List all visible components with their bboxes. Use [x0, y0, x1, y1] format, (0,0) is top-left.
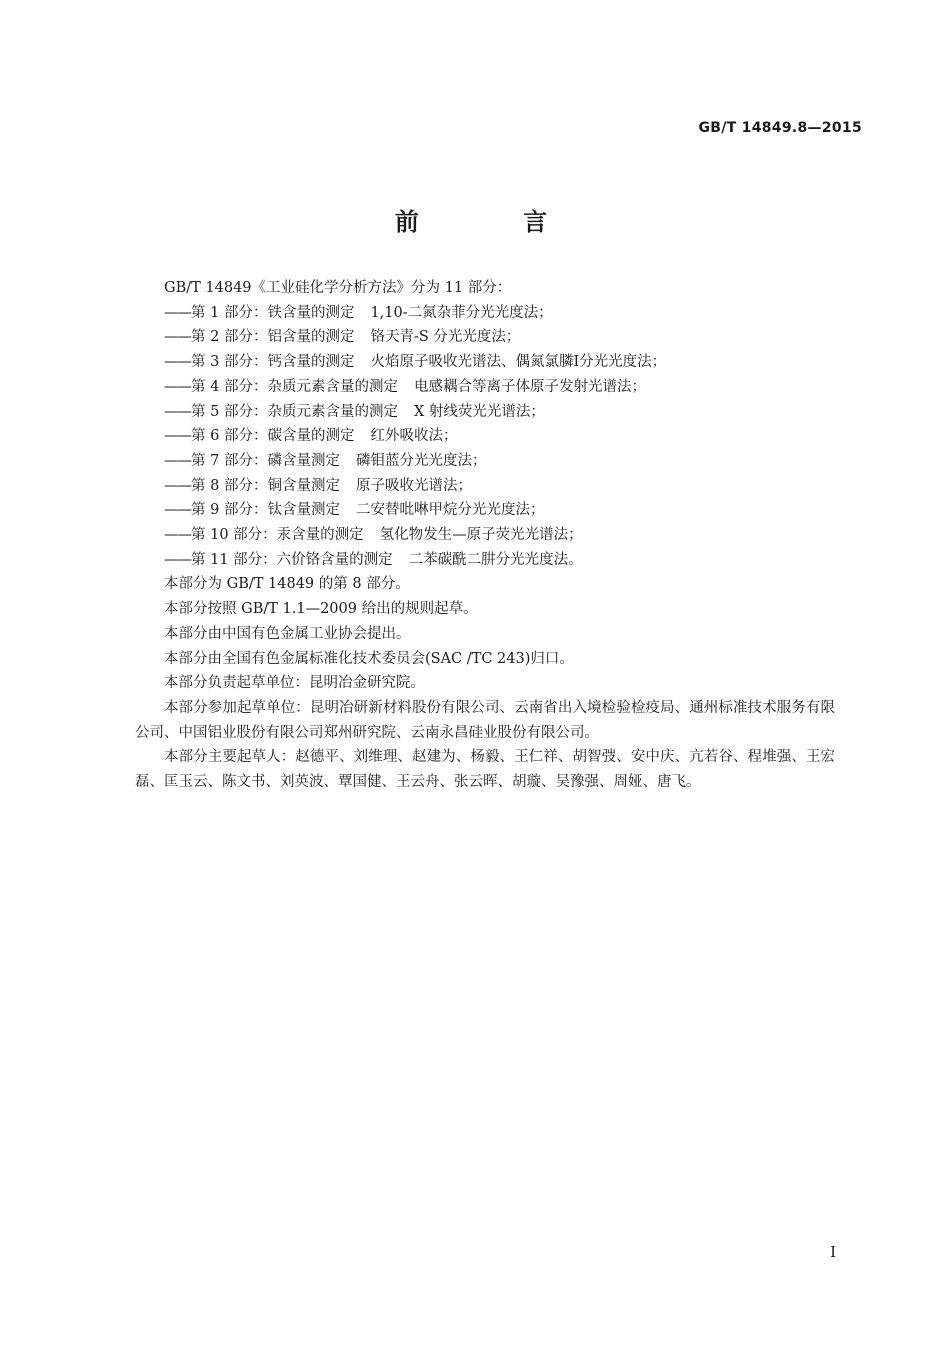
participating-units-statement: 本部分参加起草单位：昆明冶研新材料股份有限公司、云南省出入境检验检疫局、通州标准技术服务有限公司、中国铝业股份有限公司郑州研究院、云南永昌硅业股份有限公司。: [135, 699, 835, 741]
list-item: ——第 6 部分：碳含量的测定 红外吸收法；: [164, 428, 458, 445]
list-item: ——第 9 部分：钛含量测定 二安替吡啉甲烷分光光度法；: [164, 502, 545, 519]
foreword-body: [135, 276, 835, 795]
page-number: Ⅰ: [830, 1243, 836, 1261]
list-item: ——第 4 部分：杂质元素含量的测定 电感耦合等离子体原子发射光谱法；: [164, 378, 646, 395]
list-item: ——第 2 部分：铝含量的测定 铬天青-S 分光光度法；: [164, 329, 521, 346]
list-item: ——第 11 部分：六价铬含量的测定 二苯碳酰二肼分光光度法。: [164, 551, 583, 568]
list-item: ——第 1 部分：铁含量的测定 1,10-二氮杂菲分光光度法；: [164, 304, 553, 321]
list-item: ——第 10 部分：汞含量的测定 氢化物发生—原子荧光光谱法；: [164, 527, 583, 544]
list-item: ——第 5 部分：杂质元素含量的测定 X 射线荧光光谱法；: [164, 403, 545, 420]
parts-list: [135, 301, 835, 573]
proposed-by-statement: 本部分由中国有色金属工业协会提出。: [164, 625, 411, 642]
main-drafters-statement: 本部分主要起草人：赵德平、刘维理、赵建为、杨毅、王仁祥、胡智弢、安中庆、亢若谷、程堆强、王宏磊、匡玉云、陈文书、刘英波、覃国健、王云舟、张云晖、胡璇、吴豫强、周娅、唐飞。: [135, 749, 835, 791]
list-item: ——第 3 部分：钙含量的测定 火焰原子吸收光谱法、偶氮氯膦Ⅰ分光光度法；: [164, 354, 667, 371]
intro-paragraph: GB/T 14849《工业硅化学分析方法》分为 11 部分：: [164, 280, 512, 296]
list-item: ——第 8 部分：铜含量测定 原子吸收光谱法；: [164, 477, 472, 494]
page-title: 前 言: [394, 208, 596, 236]
administered-by-statement: 本部分由全国有色金属标准化技术委员会(SAC /TC 243)归口。: [164, 650, 574, 667]
drafting-rules-statement: 本部分按照 GB/T 1.1—2009 给出的规则起草。: [164, 601, 478, 618]
list-item: ——第 7 部分：磷含量测定 磷钼蓝分光光度法；: [164, 452, 487, 469]
standard-code: GB/T 14849.8—2015: [698, 120, 862, 136]
responsible-unit-statement: 本部分负责起草单位：昆明冶金研究院。: [164, 675, 425, 692]
part-of-statement: 本部分为 GB/T 14849 的第 8 部分。: [164, 576, 410, 593]
